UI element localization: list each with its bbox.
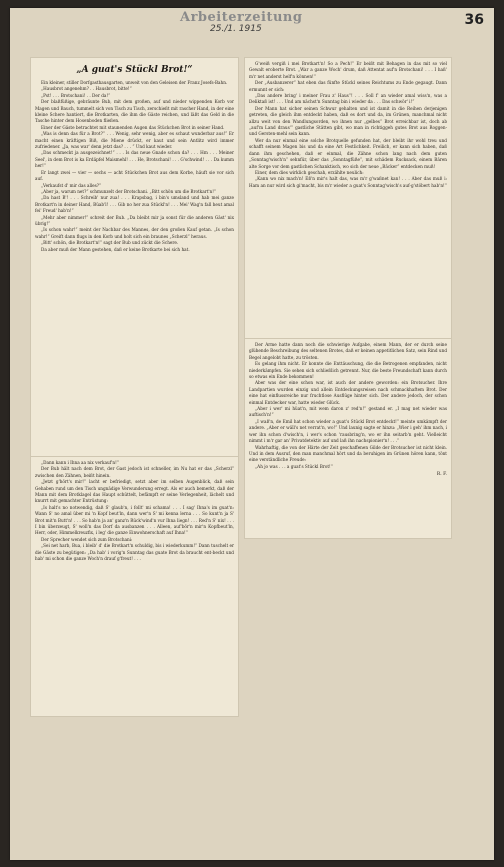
paragraph: „Is halt's no notwendig, daß S' glaub'n, i follt' mi schama! . . . I sag' Ihna's im guat'n: Wann S' no amal über mi 'n Kopf beut'ln, dann wer'n S' mi kenna lerna . . . So kunt'n ja S' Brot mit'n Butt'n! . . . So hab'n ja an' ganz'n Rück'wind'n vur Ihna liegn! . . . Red'n S' nix! . . . I bin überzeugt, S' woll'n das Dorf da ausbanzen . . . Alleen, auf'bör'n mir'n Kopfbeut'ln, Herr, oder, Himmelkreuzfix, i leg' die ganze Einwohnerschaft auf Ihna!“: [35, 504, 234, 536]
paragraph: Der Sprecher wendet sich zum Brotschani:: [41, 536, 133, 542]
paragraph: Ein kleiner, stiller Dorfgasthausgarten, unweit von den Geleisen der Franz Josefs-Bahn.: [41, 80, 228, 85]
clipping-column-2a: [244, 57, 452, 339]
paragraph: „Sei net harb, Bua, i bleib' d' die Brotkart'n schuldig, bis i wiederkumm!“ Dann tuschelt er die Gäste zu begütigen: „Da hab' i vorig'n Sunntag das guate Brot da braucht ent-beckt und hab' mi schon die ganze Woch'n drauf g'freut! . . .: [35, 543, 234, 562]
paragraph: „Aber ja, warum net?“ schmunzelt der Brotschani. „Bitt schön um die Brotkart'n!“: [41, 188, 217, 194]
clipping-column-2b: [244, 339, 452, 539]
paragraph: „Was is denn das für a Brot?“ . . . Wenig, sehr wenig, aber es schaut wunderbar aus!“ Er macht einen kräftigen Biß, die Miene drückt, er kaut und sein Antlitz wird immer zufriedener. „Ja, was war' denn jetzt das? . . . “ Und kaut wieder.: [35, 131, 234, 150]
paragraph: „Bitt' schön, die Brotkart'n!“ sagt der Bub und zückt die Schere.: [41, 240, 179, 246]
paragraph: Es gelang ihm nicht. Er konnte die Enttäuschung, die die Betrogenen empfanden, nicht niederkämpfen. Sie sehen sich schließlich getrennt. Nur, die beste Freundschaft kann durch so etwas ein Ende bekommen!: [249, 361, 447, 380]
column-1b-text: [35, 460, 234, 563]
paragraph: Der Bub hält nach dem Brot, der Gast jedoch ist schneller, im Nu hat er das „Scherzl“ zwischen den Zähnen, beißt hinein.: [35, 466, 234, 478]
article-title: „A guat's Stückl Brot!“: [76, 65, 193, 75]
paragraph: „Mehr aber nimmer!“ schreit der Bub. „Da bleibt mir ja sonst für die anderen Gäst' nix übrig!“: [35, 214, 234, 226]
paragraph: „Aber i wer' mi hüat'n, mit wem daron z' red'n!“ gestand er. „I mag net wieder was auftisch'n!“: [249, 406, 447, 418]
paragraph: „Da hast B'! . . . Schreib' nur zua! . . . Krapsbag, i bin's umsland und hab mei ganze Brotkart'n in deiner Hand, Büab'l! . . . Gib no her zua Stückl'n! . . . Mei' Wag'n fall heut amal fei' Freud' hab'n!“: [35, 195, 234, 214]
paragraph: „Ah jo was . . . a guat's Stückl Brot!“: [255, 463, 333, 469]
author-signature: R. F.: [436, 472, 447, 478]
paragraph: Einer der Gäste betrachtet mit staunenden Augen das Stückchen Brot in seiner Hand.: [41, 124, 225, 130]
clipping-column-1a: [30, 57, 239, 457]
paragraph: „Das andere bring' i meiner Frau z' Haus“! . . . Soll f' an wieder amal wiss'n, was a Deliktaß ist! . . . Und am nächst'n Sunntag bin i wieder da . . . Das schwör' i!“: [249, 93, 447, 105]
paragraph: Der Arme hatte dann noch die schwierige Aufgabe, einem Mann, der er durch seine glühende Beschreibung des seltenen Brotes, daß er keinen appetitlichen Satz, sein Rind und Begel angelobt hatte, zu trösten.: [249, 342, 447, 360]
column-2a-text: [249, 61, 447, 189]
paragraph: Wer da nur einmal eine solche Brotquelle gefunden hat, der bleibt ihr wohl treu und schafft seinem Magen bis und da eine Art Festlichkeit. Freilich, er kann sich haben, daß dann ihm geschehen, daß er einmal, die Zähne schon lang nach dem guten „Sonntag'wisch'n“ sehnfür, über das „Sonntagfüße“, mit schädem Rucksack, einem Bären alte Sorge vor dem gastlichen Schanktisch, wo sich der neue „Bäcker“ entdecken muß!: [249, 137, 447, 169]
paragraph: Da aber muß der Mann gestehen, daß er keine Brotkarte bei sich hat.: [41, 246, 190, 252]
column-2b-text: [249, 342, 447, 470]
paragraph: „Kann wo nix mach'n! Eß'n mir's halt das, was m'r g'waßnet kan! . . . Aber das muß i: Ham an nur wird sich gi'macht, bis m'r wieder a guat's Sonntag'wisch's auf-g'stöbert hab'n!“: [249, 176, 447, 188]
paragraph: „Pst! . . . Brotschani! . . Der da!“: [41, 92, 111, 98]
paragraph: Er langt zwei — vier — sechs — acht Stückchen Brot aus dem Korbe, häuft sie vor sich auf.: [35, 169, 234, 182]
paragraph: „Das schmeckt ja ausgezeichnet!“ . . . Is das neue Gnade schon da? . . . Hm . . . Meiner Seel', in dem Brot is ka Erdäpfel Maismehl! . . . He, Brotschani! . . . G'schwind! . . . Da kumm her!“: [35, 150, 234, 169]
paragraph: Der „Ausbanzerer“ hat eben das fünfte Stückl seines Reichtums zu Ende gegaugt. Dann ermunnt er sich:: [249, 80, 447, 92]
paragraph: Der Mann hat sicher seinen Schwur gehalten und ist damit in die Reihen derjenigen getreten, die gleich ihm entdeckt haben, daß es dort und da, im Grünen, manchmal nicht allzu weit von den Wandlungsorden, wo ihnen nur „gelbes“ Brot erreichbar ist, doch ab „auf'm Land draus'“ gastliche Stätten gibt, wo man in richtiggeh gutes Brot aus Roggen- und Gersten-mehl sein kann.: [249, 105, 447, 137]
paragraph: G'weiß vergiß i mei Brotkart'n! So a Pech!“ Er beißt mit Behagen in das mit so viel Gewalt eroberte Brot. „War a ganze Woch' drum, daß Attentat auf'n Brotschani! . . . I haß' m'r net anderst helf'n können!“: [249, 61, 447, 79]
paragraph: „Jetzt g'hört's mir!“ lacht er befriedigt, setzt aber im selben Augenblick, daß sein Gehaben rund um den Tisch ungnädige Verwunderung erregt. Als er auch bemerkt, daß der Mann mit dem Brotklagel das Haupt schüttelt, befämpft er seine Verlegenheit, lächelt und knurrt mit gemachter Entrüstung:: [35, 479, 234, 504]
handwritten-date: 25./1. 1915: [210, 24, 262, 34]
newspaper-stamp: Arbeiterzeitung: [180, 10, 303, 25]
page-number: 36: [464, 12, 484, 28]
paragraph: Einer, dem dies wirklich geschah, erzählte neulich:: [255, 169, 364, 175]
clipping-column-1b: [30, 457, 239, 717]
paragraph: „Dann kann i Ihna aa nix verkauf'n!“: [41, 460, 119, 465]
paragraph: Der blaßfüßige, gebräunte Bub, mit dem großen, auf und nieder wippenden Korb vor Magen und Bauch, tummelt sich von Tisch zu Tisch, zerschießt mit rascher Hand, in der eine kleine Schere hantiert, die Brotkarten, die ihm die Gäste reichen, und läßt das Geld in die Tasche hinter dem Hosenboden fließen.: [35, 99, 234, 124]
paragraph: Wahrhaftig, die von der Härte der Zeit geschaffenen Gilde der Brotsucher ist nicht klein. Und in dem Ausruf, den man manchmal hört und da beruhigen im Grünen hören kann, tönt eine verständliche Freude:: [249, 444, 447, 463]
paragraph: „I waß'n, de Emil hat schon wieder a guat's Stückl Brot entdeckt!“ meinte umkämpft der andere. „Aber er wäll's net verrat'n, wo!“ Und launig sagte er hinzu: „Wier i geh' ihm nach, i wer ihn schon d'wisch'n, i wer's schon 'rausbring'n, wo er ihn seitarb'n geht. Vielleicht nimmt i m'r gar an' Privatdetektiv auf und laß ihn nachspionier'n! . . .“: [249, 418, 447, 444]
paragraph: „Hausbrot angenehm? . . Hausbrot, bitte!“: [41, 86, 132, 92]
column-1a-text: [35, 80, 234, 253]
paragraph: „Is schon wahr!“ meint der Nachbar des Mannes, der den großen Kauf getan. „Is schon wahr!“ Greift dann flugs in den Korb und holt sich ein braunes „Scherzl“ heraus.: [35, 227, 234, 239]
paragraph: Aber was der eine schon war, ist auch der andere geworden: ein Brotsucher. Ihre Landpartien wurden einzig und allein Entdeckungsreisen nach schmackhaftem Brot. Der eine hat einflussreiche nur fruchtlose Ausflüge hinter sich. Der andere jedoch, der schon einmal Entdecker war, hatte wieder Glück.: [249, 380, 447, 405]
paragraph: „Verkaufst d' mir das alles?“: [41, 182, 102, 188]
